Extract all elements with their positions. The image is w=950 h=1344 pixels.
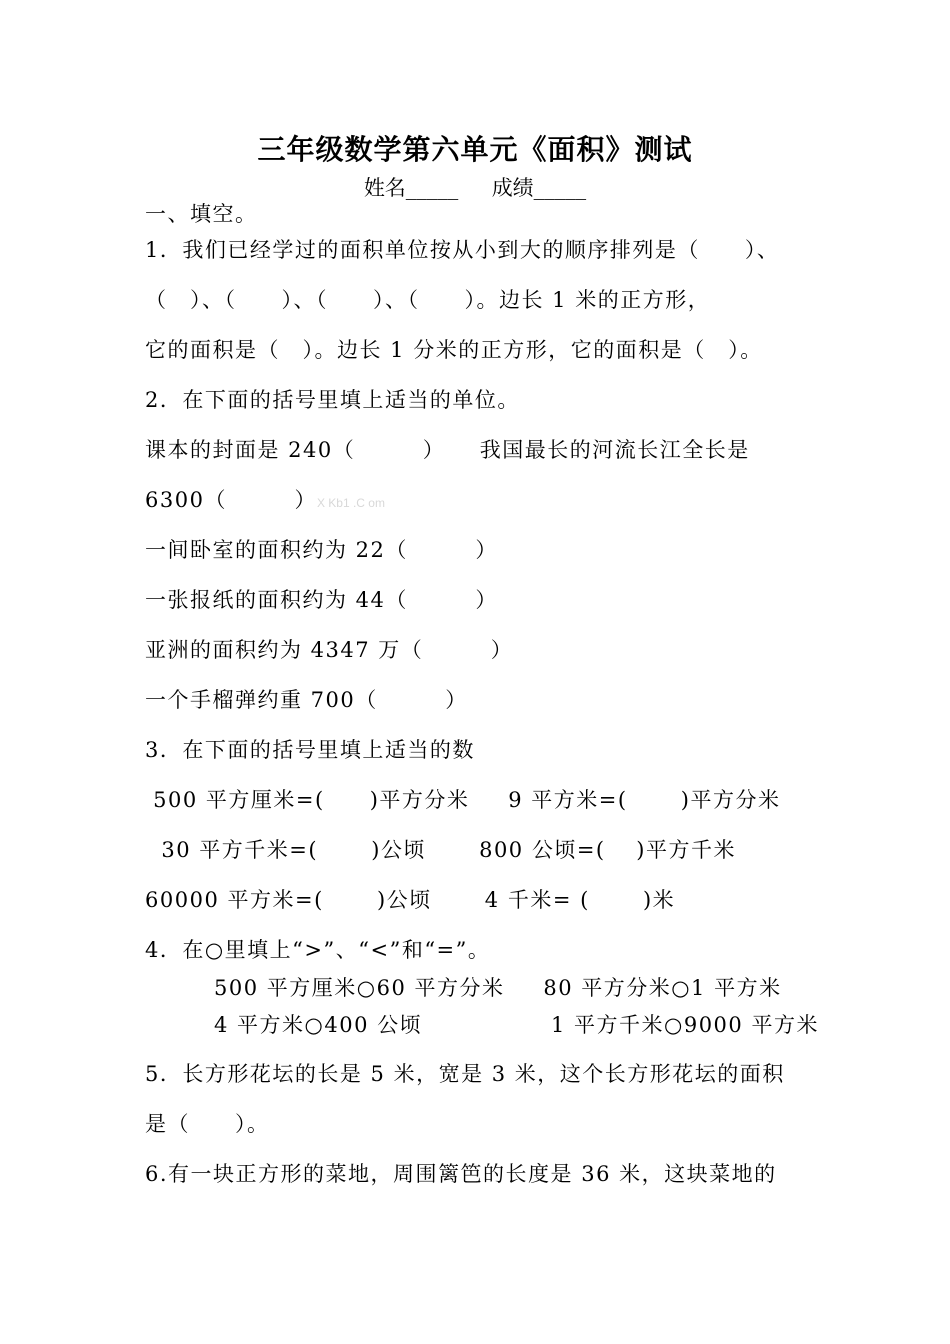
watermark: X Kb1 .C om <box>316 496 385 510</box>
q2-line-1: 课本的封面是 240（ ） 我国最长的河流长江全长是 <box>145 438 750 462</box>
worksheet-title: 三年级数学第六单元《面积》测试 <box>257 133 693 166</box>
student-info <box>0 172 950 202</box>
q1-line-2: （ ）、（ ）、（ ）、（ ）。边长 1 米的正方形， <box>145 288 711 312</box>
q2-line-4: 一张报纸的面积约为 44（ ） <box>145 588 498 612</box>
q2-line-6: 一个手榴弹约重 700（ ） <box>145 688 468 712</box>
q4-heading: 4．在○里填上“>”、“<”和“=”。 <box>145 938 491 962</box>
q2-line-3: 一间卧室的面积约为 22（ ） <box>145 538 498 562</box>
score-field: 成绩_____ <box>491 176 587 200</box>
q2-line-5: 亚洲的面积约为 4347 万（ ） <box>145 638 514 662</box>
q6-line-1: 6.有一块正方形的菜地，周围篱笆的长度是 36 米，这块菜地的 <box>145 1162 777 1186</box>
q3-heading: 3．在下面的括号里填上适当的数 <box>145 738 475 762</box>
q3-line-2: 30 平方千米=( )公顷 800 公顷=( )平方千米 <box>145 838 736 862</box>
q4-line-2: 4 平方米○400 公顷 1 平方千米○9000 平方米 <box>214 1013 819 1037</box>
q3-line-1: 500 平方厘米=( )平方分米 9 平方米=( )平方分米 <box>145 788 781 812</box>
q5-line-1: 5．长方形花坛的长是 5 米，宽是 3 米，这个长方形花坛的面积 <box>145 1062 785 1086</box>
q3-line-3: 60000 平方米=( )公顷 4 千米= ( )米 <box>145 888 676 912</box>
q5-line-2: 是（ ）。 <box>145 1112 270 1136</box>
section-heading: 一、填空。 <box>145 202 258 226</box>
q2-heading: 2．在下面的括号里填上适当的单位。 <box>145 388 520 412</box>
q4-line-1: 500 平方厘米○60 平方分米 80 平方分米○1 平方米 <box>214 976 782 1000</box>
q1-line-3: 它的面积是（ ）。边长 1 分米的正方形，它的面积是（ ）。 <box>145 338 763 362</box>
q2-line-2: 6300（ ）X Kb1 .C om <box>145 488 385 512</box>
q1-line-1: 1．我们已经学过的面积单位按从小到大的顺序排列是（ ）、 <box>145 238 780 262</box>
name-field: 姓名_____ <box>363 176 459 200</box>
